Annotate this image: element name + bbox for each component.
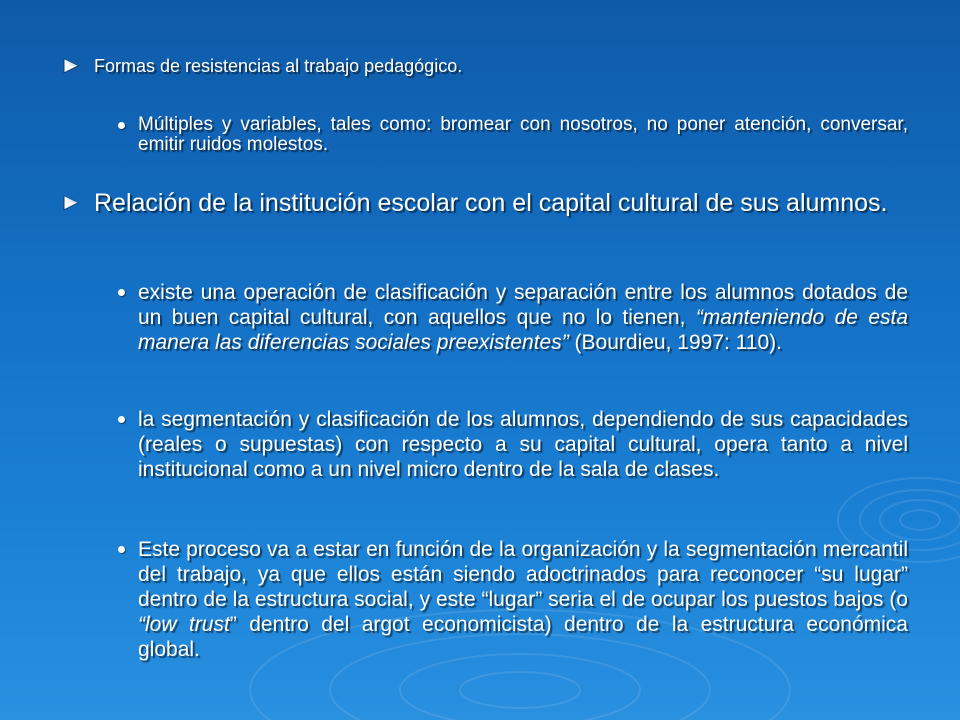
point-text: Múltiples y variables, tales como: bromear con nosotros, no poner atención, conversar, emitir ruidos molestos. [138, 114, 908, 155]
bullet-dot-icon [118, 122, 125, 129]
heading-capital-cultural [62, 190, 920, 216]
arrow-triangle-icon [62, 194, 80, 212]
arrow-triangle-icon [62, 57, 80, 75]
point-text-start: existe una operación de clasificación y separación entre los alumnos dotados de un buen capital cultural, con aquellos que no lo tienen, [138, 281, 908, 329]
point-segmentacion [118, 407, 908, 482]
bullet-dot-icon [118, 416, 125, 423]
heading-resistencias [62, 56, 920, 77]
point-text [138, 537, 908, 662]
low-trust-term: “low trust [138, 613, 230, 636]
point-proceso [118, 537, 908, 662]
point-text-start: Este proceso va a estar en función de la organización y la segmentación mercantil del trabajo, ya que ellos están siendo adoctrinados para reconocer “su lugar” dentro de la estructura social, y este “lugar” seria el de ocupar los puestos bajos (o [138, 538, 908, 611]
point-text-end: ” dentro del argot economicista) dentro de la estructura económica global. [138, 613, 908, 661]
point-resistencias-detail [118, 115, 908, 155]
point-text [138, 280, 908, 355]
bullet-dot-icon [118, 546, 125, 553]
heading-text: Relación de la institución escolar con el capital cultural de sus alumnos. [94, 189, 888, 217]
point-text-citation: (Bourdieu, 1997: 110). [568, 331, 782, 354]
bullet-dot-icon [118, 289, 125, 296]
bourdieu-quote: “manteniendo de esta manera las diferencias sociales preexistentes” [138, 306, 909, 354]
heading-text: Formas de resistencias al trabajo pedagógico. [94, 56, 463, 76]
point-text: la segmentación y clasificación de los alumnos, dependiendo de sus capacidades (reales o supuestas) con respecto a su capital cultural, opera tanto a nivel institucional como a un nivel micro dentro de la sala de clases. [138, 408, 908, 481]
point-clasificacion [118, 280, 908, 355]
